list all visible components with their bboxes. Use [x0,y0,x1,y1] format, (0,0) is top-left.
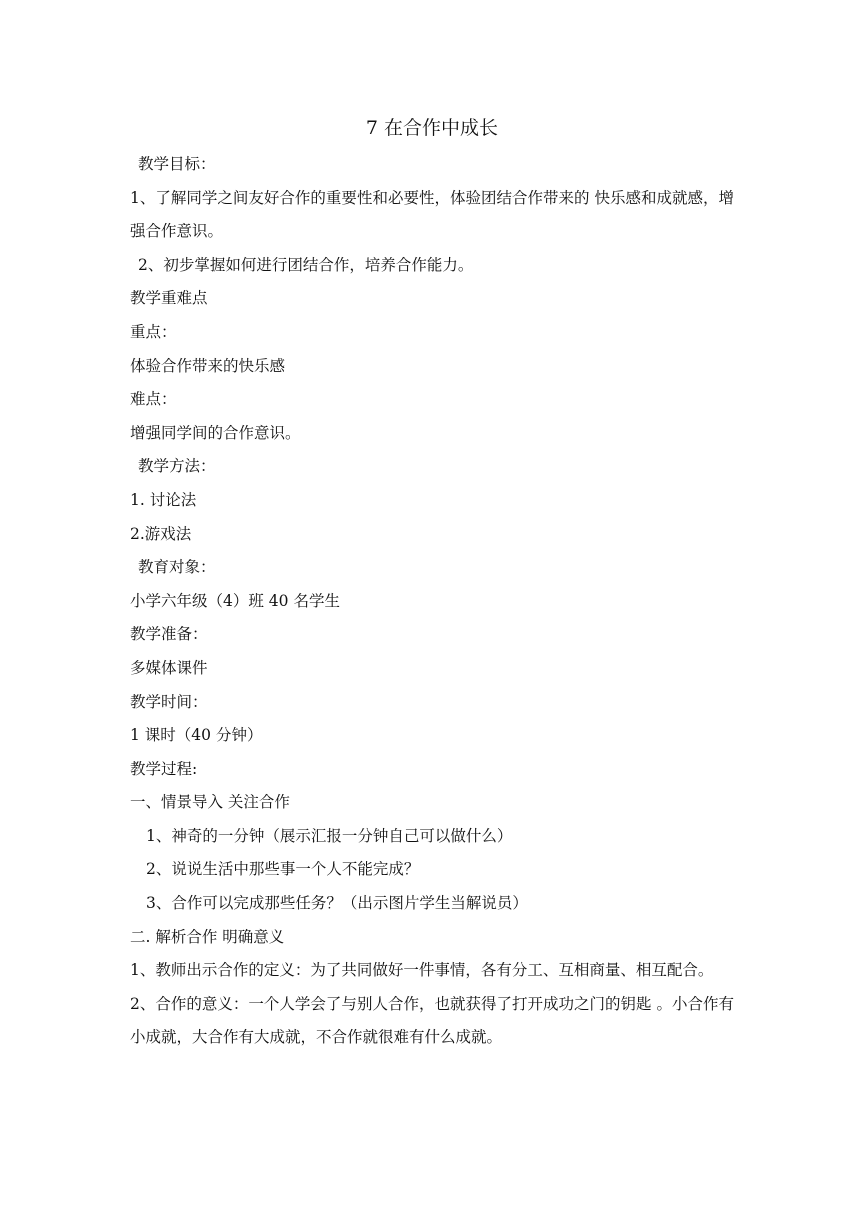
difficult-point-text: 增强同学间的合作意识。 [130,423,301,442]
section-heading-time: 教学时间： [130,692,208,711]
key-point-label: 重点： [130,322,177,341]
objective-item-1: 1、了解同学之间友好合作的重要性和必要性，体验团结合作带来的 快乐感和成就感，增强合作意识。 [130,188,734,241]
time-text: 1 课时（40 分钟） [130,726,263,745]
section-heading-key-difficult: 教学重难点 [130,289,208,308]
document-title: 7 在合作中成长 [365,117,499,139]
section-heading-methods: 教学方法： [138,457,216,476]
section-heading-objectives: 教学目标： [138,155,216,173]
method-item-2: 2.游戏法 [130,524,192,543]
section-heading-audience: 教育对象： [138,558,216,577]
process-part-1-item-2: 2、说说生活中那些事一个人不能完成？ [146,860,420,879]
objective-item-2: 2、初步掌握如何进行团结合作，培养合作能力。 [138,255,474,274]
method-item-1: 1. 讨论法 [130,490,197,509]
audience-text: 小学六年级（4）班 40 名学生 [130,591,340,610]
process-part-1-item-1: 1、神奇的一分钟（展示汇报一分钟自己可以做什么） [146,826,513,845]
preparation-text: 多媒体课件 [130,658,208,677]
difficult-point-label: 难点： [130,390,177,409]
process-part-1-item-3: 3、合作可以完成那些任务？（出示图片学生当解说员） [146,894,528,913]
process-part-1-heading: 一、情景导入 关注合作 [130,793,290,812]
section-heading-process: 教学过程: [130,759,198,778]
process-part-2-item-1: 1、教师出示合作的定义：为了共同做好一件事情，各有分工、互相商量、相互配合。 [130,961,714,980]
process-part-2-item-2: 2、合作的意义：一个人学会了与别人合作，也就获得了打开成功之门的钥匙 。小合作有小成就，大合作有大成就，不合作就很难有什么成就。 [130,994,734,1047]
key-point-text: 体验合作带来的快乐感 [130,356,286,375]
document-page [130,112,734,1055]
process-part-2-heading: 二. 解析合作 明确意义 [130,927,285,946]
section-heading-preparation: 教学准备： [130,625,208,644]
